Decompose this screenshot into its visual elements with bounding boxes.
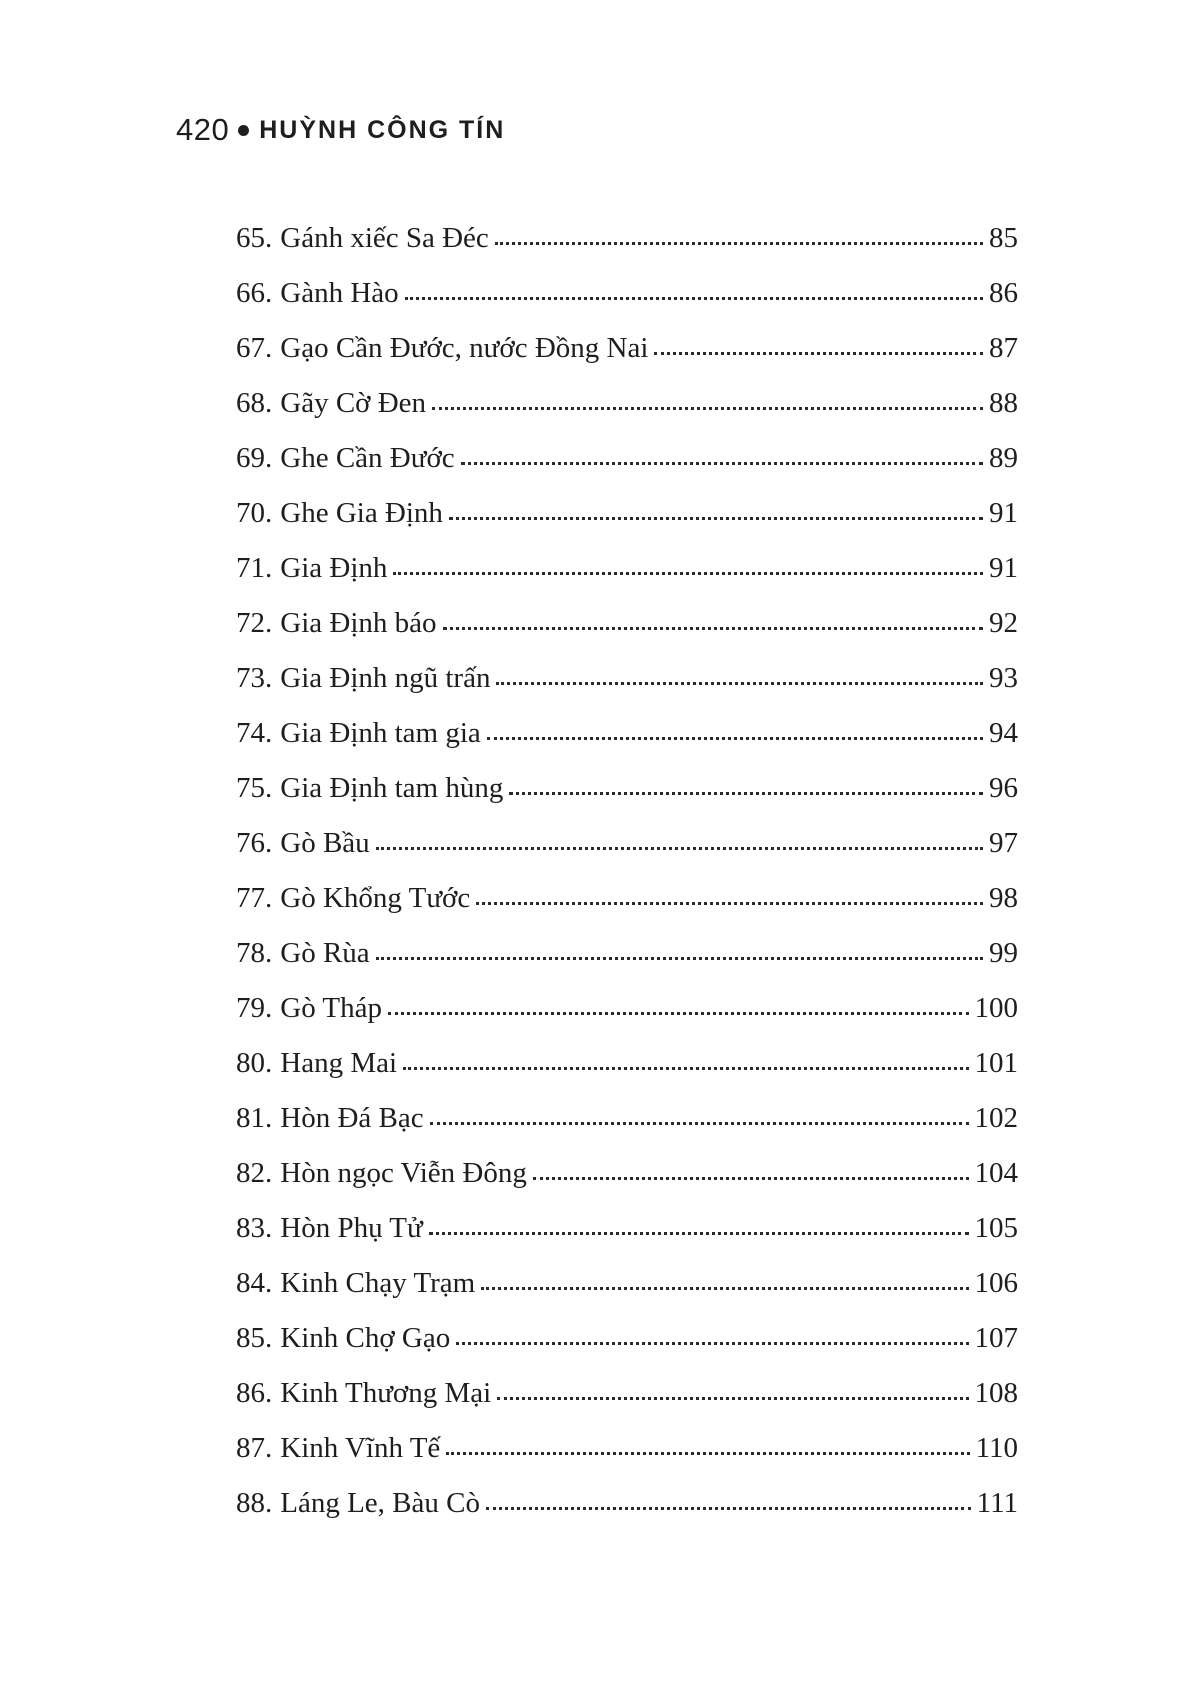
toc-entry-page: 92 (989, 607, 1018, 639)
toc-entry-number: 83. (236, 1212, 273, 1244)
toc-entry-title: Gành Hào (280, 277, 399, 309)
toc-entry-page: 101 (974, 1047, 1018, 1079)
toc-entry-page: 107 (974, 1322, 1018, 1354)
page-number: 420 (176, 112, 230, 147)
running-header (176, 112, 505, 148)
toc-entry-page: 91 (989, 552, 1018, 584)
toc-entry-number: 69. (236, 442, 273, 474)
dot-leader (432, 403, 983, 410)
toc-entry-page: 100 (974, 992, 1018, 1024)
toc-entry (236, 662, 1018, 717)
toc-entry-page: 104 (974, 1157, 1018, 1189)
toc-entry-number: 68. (236, 387, 273, 419)
toc-entry-title: Hang Mai (280, 1047, 398, 1079)
toc-entry-title: Ghe Cần Đước (280, 442, 455, 474)
toc-entry-number: 77. (236, 882, 273, 914)
toc-entry-title: Gò Khổng Tước (280, 882, 471, 914)
toc-entry-number: 70. (236, 497, 273, 529)
toc-entry (236, 1487, 1018, 1542)
toc-entry-page: 93 (989, 662, 1018, 694)
dot-leader (487, 733, 983, 740)
toc-entry-title: Gò Rùa (280, 937, 370, 969)
toc-entry-page: 91 (989, 497, 1018, 529)
dot-leader (654, 348, 983, 355)
toc-entry-title: Kinh Chạy Trạm (280, 1267, 476, 1299)
toc-entry-page: 108 (974, 1377, 1018, 1409)
toc-entry (236, 277, 1018, 332)
toc-entry-page: 94 (989, 717, 1018, 749)
toc-entry-title: Kinh Thương Mại (280, 1377, 492, 1409)
dot-leader (376, 953, 983, 960)
toc-entry-title: Hòn ngọc Viễn Đông (280, 1157, 527, 1189)
toc-entry-page: 98 (989, 882, 1018, 914)
toc-entry-title: Hòn Đá Bạc (280, 1102, 424, 1134)
toc-entry-title: Gạo Cần Đước, nước Đồng Nai (280, 332, 649, 364)
toc-entry-title: Láng Le, Bàu Cò (280, 1487, 480, 1519)
toc-entry-title: Hòn Phụ Tử (280, 1212, 423, 1244)
toc-entry (236, 497, 1018, 552)
toc-entry-number: 74. (236, 717, 273, 749)
toc-entry (236, 222, 1018, 277)
toc-entry-number: 81. (236, 1102, 273, 1134)
toc-entry (236, 827, 1018, 882)
dot-leader (388, 1008, 968, 1015)
toc-entry-number: 80. (236, 1047, 273, 1079)
dot-leader (393, 568, 983, 575)
toc-entry-page: 106 (974, 1267, 1018, 1299)
toc-entry (236, 442, 1018, 497)
toc-entry-number: 88. (236, 1487, 273, 1519)
toc-entry (236, 1267, 1018, 1322)
toc-entry-title: Gia Định báo (280, 607, 437, 639)
toc-entry-title: Ghe Gia Định (280, 497, 443, 529)
toc-entry-title: Gò Bầu (280, 827, 370, 859)
toc-entry (236, 1212, 1018, 1267)
toc-entry (236, 387, 1018, 442)
toc-entry-page: 89 (989, 442, 1018, 474)
toc-entry-page: 105 (974, 1212, 1018, 1244)
toc-entry (236, 882, 1018, 937)
toc-entry-number: 82. (236, 1157, 273, 1189)
toc-entry-title: Gia Định tam gia (280, 717, 481, 749)
toc-entry-number: 85. (236, 1322, 273, 1354)
toc-entry-number: 86. (236, 1377, 273, 1409)
dot-leader (481, 1283, 968, 1290)
toc-entry (236, 552, 1018, 607)
toc-entry (236, 1432, 1018, 1487)
dot-leader (509, 788, 983, 795)
toc-entry (236, 1322, 1018, 1377)
toc-entry-number: 84. (236, 1267, 273, 1299)
dot-leader (497, 1393, 968, 1400)
dot-leader (405, 293, 983, 300)
dot-leader (495, 238, 983, 245)
toc-entry-title: Gánh xiếc Sa Đéc (280, 222, 489, 254)
toc-entry-title: Gia Định (280, 552, 388, 584)
toc-entry-page: 85 (989, 222, 1018, 254)
toc-entry-title: Kinh Vĩnh Tế (280, 1432, 441, 1464)
dot-leader (443, 623, 984, 630)
dot-leader (403, 1063, 968, 1070)
dot-leader (449, 513, 983, 520)
toc-entry-page: 86 (989, 277, 1018, 309)
toc-entry-number: 87. (236, 1432, 273, 1464)
toc-entry (236, 332, 1018, 387)
toc-entry-page: 87 (989, 332, 1018, 364)
dot-leader (446, 1448, 969, 1455)
toc-entry-title: Gia Định ngũ trấn (280, 662, 491, 694)
toc-entry-title: Gia Định tam hùng (280, 772, 504, 804)
toc-entry-page: 88 (989, 387, 1018, 419)
dot-leader (430, 1118, 969, 1125)
author-name: HUỲNH CÔNG TÍN (259, 115, 506, 144)
toc-entry (236, 1377, 1018, 1432)
toc-entry-number: 71. (236, 552, 273, 584)
bullet-icon (238, 125, 249, 136)
toc-entry-page: 97 (989, 827, 1018, 859)
dot-leader (486, 1503, 971, 1510)
toc-entry-number: 65. (236, 222, 273, 254)
toc-entry (236, 1102, 1018, 1157)
dot-leader (456, 1338, 968, 1345)
toc-entry-number: 76. (236, 827, 273, 859)
toc-entry-title: Kinh Chợ Gạo (280, 1322, 451, 1354)
toc-entry (236, 772, 1018, 827)
dot-leader (376, 843, 983, 850)
dot-leader (461, 458, 983, 465)
toc-entry-page: 110 (975, 1432, 1018, 1464)
toc-entry-page: 102 (974, 1102, 1018, 1134)
toc-entry-page: 111 (976, 1487, 1018, 1519)
toc-entry-title: Gò Tháp (280, 992, 383, 1024)
dot-leader (496, 678, 983, 685)
dot-leader (476, 898, 983, 905)
toc-entry-number: 72. (236, 607, 273, 639)
toc-entry (236, 1047, 1018, 1102)
toc-entry-number: 66. (236, 277, 273, 309)
toc-entry (236, 1157, 1018, 1212)
toc-entry-page: 96 (989, 772, 1018, 804)
table-of-contents (236, 222, 1018, 1542)
toc-entry-number: 75. (236, 772, 273, 804)
toc-entry-page: 99 (989, 937, 1018, 969)
dot-leader (429, 1228, 969, 1235)
toc-entry (236, 607, 1018, 662)
toc-entry-number: 78. (236, 937, 273, 969)
dot-leader (533, 1173, 969, 1180)
toc-entry (236, 992, 1018, 1047)
toc-entry-title: Gãy Cờ Đen (280, 387, 427, 419)
toc-entry (236, 937, 1018, 992)
toc-entry-number: 67. (236, 332, 273, 364)
toc-entry (236, 717, 1018, 772)
toc-entry-number: 79. (236, 992, 273, 1024)
toc-entry-number: 73. (236, 662, 273, 694)
